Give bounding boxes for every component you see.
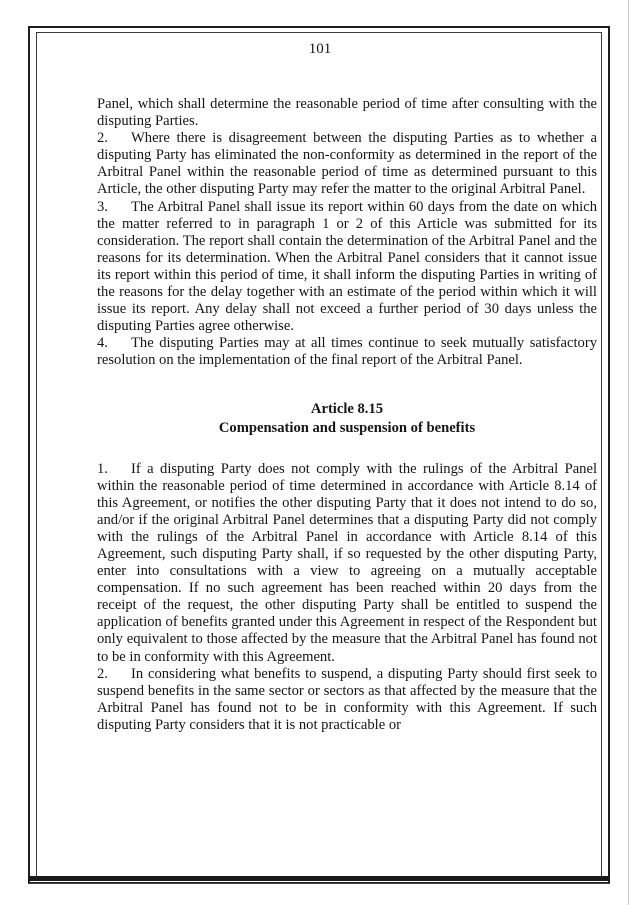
paragraph-text: Where there is disagreement between the disputing Parties as to whether a disputing Party has eliminated the non-conformity as determined in the report of the Arbitral Panel within the reasonable period of time as determined pursuant to this Article, the other disputing Party may refer the matter to the original Arbitral Panel. [97, 130, 597, 198]
bottom-rule [28, 876, 610, 881]
article-title: Compensation and suspension of benefits [218, 419, 476, 436]
paragraph-text: The disputing Parties may at all times continue to seek mutually satisfactory resolution on the implementation of the final report of the Arbitral Panel. [97, 335, 597, 369]
paragraph-text: The Arbitral Panel shall issue its report within 60 days from the date on which the matter referred to in paragraph 1 or 2 of this Article was submitted for its consideration. The report shall contain the determination of the Arbitral Panel and the reasons for its determination. When the Arbitral Panel considers that it cannot issue its report within this period of time, it shall inform the disputing Parties in writing of the reasons for the delay together with an estimate of the period within which it will issue its report. Any delay shall not exceed a further period of 30 days unless the disputing Parties agree otherwise. [97, 198, 597, 335]
paragraph-continued [97, 96, 597, 130]
scan-edge [628, 0, 629, 905]
paragraph-number: 1. [97, 460, 108, 477]
paragraph-number: 2. [97, 665, 108, 682]
paragraph-text: If a disputing Party does not comply with the rulings of the Arbitral Panel within the reasonable period of time determined in accordance with Article 8.14 of this Agreement, or notifies the other disputing Party that it does not intend to do so, and/or if the original Arbitral Panel determines that a disputing Party did not comply with the rulings of the Arbitral Panel in accordance with Article 8.14 of this Agreement, such disputing Party shall, if so requested by the other disputing Party, enter into consultations with a view to agreeing on a mutually acceptable compensation. If no such agreement has been reached within 20 days from the receipt of the request, the other disputing Party shall be entitled to suspend the application of benefits granted under this Agreement in respect of the Respondent but only equivalent to those affected by the measure that the Arbitral Panel has found not to be in conformity with this Agreement. [97, 460, 597, 665]
paragraph-2 [97, 130, 597, 198]
article-number: Article 8.15 [310, 400, 384, 417]
paragraph-3 [97, 199, 597, 336]
page-number: 101 [308, 41, 332, 57]
bottom-rule-thin [28, 883, 610, 884]
paragraph-number: 2. [97, 130, 108, 147]
paragraph-number: 3. [97, 198, 108, 215]
paragraph-text: In considering what benefits to suspend, a disputing Party should first seek to suspend benefits in the same sector or sectors as that affected by the measure that the Arbitral Panel has found not to be in conformity with this Agreement. If such disputing Party considers that it is not practicable or [97, 665, 597, 733]
document-body [97, 96, 597, 734]
paragraph-text: Panel, which shall determine the reasonable period of time after consulting with the disputing Parties. [97, 96, 597, 130]
article-paragraph-2 [97, 666, 597, 734]
article-heading-block [97, 400, 597, 438]
paragraph-number: 4. [97, 335, 108, 352]
paragraph-4 [97, 335, 597, 369]
article-paragraph-1 [97, 461, 597, 666]
